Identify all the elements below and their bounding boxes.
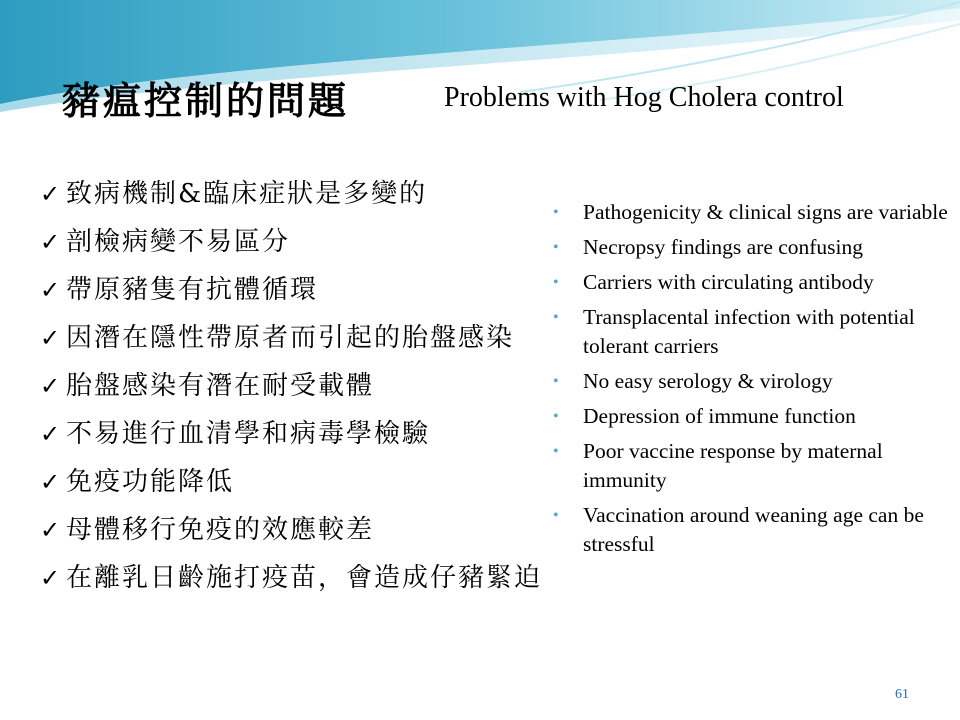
list-item-text: 母體移行免疫的效應較差 (66, 515, 375, 545)
list-item (40, 554, 560, 602)
list-item (40, 218, 560, 266)
list-item-text: Vaccination around weaning age can be stressful (583, 503, 924, 556)
check-icon: ✓ (40, 180, 61, 208)
list-item (551, 233, 951, 262)
list-item-text: 致病機制&臨床症狀是多變的 (66, 179, 428, 209)
list-item-text: Depression of immune function (583, 404, 856, 428)
bullet-dot-icon: • (553, 309, 559, 326)
list-item (551, 198, 951, 227)
check-icon: ✓ (40, 420, 61, 448)
title-chinese: 豬瘟控制的問題 (62, 79, 350, 123)
list-item (551, 501, 951, 559)
list-item-text: Poor vaccine response by maternal immunity (583, 439, 883, 492)
list-item-text: 因潛在隱性帶原者而引起的胎盤感染 (66, 323, 515, 353)
list-item-text: No easy serology & virology (583, 369, 833, 393)
check-icon: ✓ (40, 324, 61, 352)
list-item-text: Necropsy findings are confusing (583, 235, 864, 259)
bullet-dot-icon: • (553, 408, 559, 425)
list-item (40, 410, 560, 458)
list-item (551, 303, 951, 361)
list-item (40, 266, 560, 314)
check-icon: ✓ (40, 276, 61, 304)
check-icon: ✓ (40, 516, 61, 544)
list-item-text: 不易進行血清學和病毒學檢驗 (66, 419, 431, 449)
list-item-text: 免疫功能降低 (66, 467, 235, 497)
list-item (40, 314, 560, 362)
bullet-dot-icon: • (553, 507, 559, 524)
list-item-text: 胎盤感染有潛在耐受載體 (66, 371, 375, 401)
list-item (551, 268, 951, 297)
check-icon: ✓ (40, 468, 61, 496)
list-item (551, 367, 951, 396)
list-item (40, 506, 560, 554)
page-number: 61 (895, 687, 909, 702)
list-item-text: Pathogenicity & clinical signs are variable (583, 200, 948, 224)
list-item (551, 402, 951, 431)
list-item (40, 362, 560, 410)
bullet-dot-icon: • (553, 274, 559, 291)
list-item-text: 帶原豬隻有抗體循環 (66, 275, 319, 305)
bullet-dot-icon: • (553, 373, 559, 390)
list-item (40, 170, 560, 218)
title-english: Problems with Hog Cholera control (444, 82, 844, 113)
bullet-dot-icon: • (553, 443, 559, 460)
check-icon: ✓ (40, 564, 61, 592)
list-item (40, 458, 560, 506)
bullet-dot-icon: • (553, 204, 559, 221)
chinese-checklist (40, 170, 560, 602)
list-item-text: 剖檢病變不易區分 (66, 227, 291, 257)
check-icon: ✓ (40, 372, 61, 400)
check-icon: ✓ (40, 228, 61, 256)
list-item-text: Carriers with circulating antibody (583, 270, 874, 294)
list-item (551, 437, 951, 495)
list-item-text: Transplacental infection with potential tolerant carriers (583, 305, 915, 358)
bullet-dot-icon: • (553, 239, 559, 256)
english-bullet-list (551, 198, 951, 565)
list-item-text: 在離乳日齡施打疫苗，會造成仔豬緊迫 (66, 563, 543, 593)
